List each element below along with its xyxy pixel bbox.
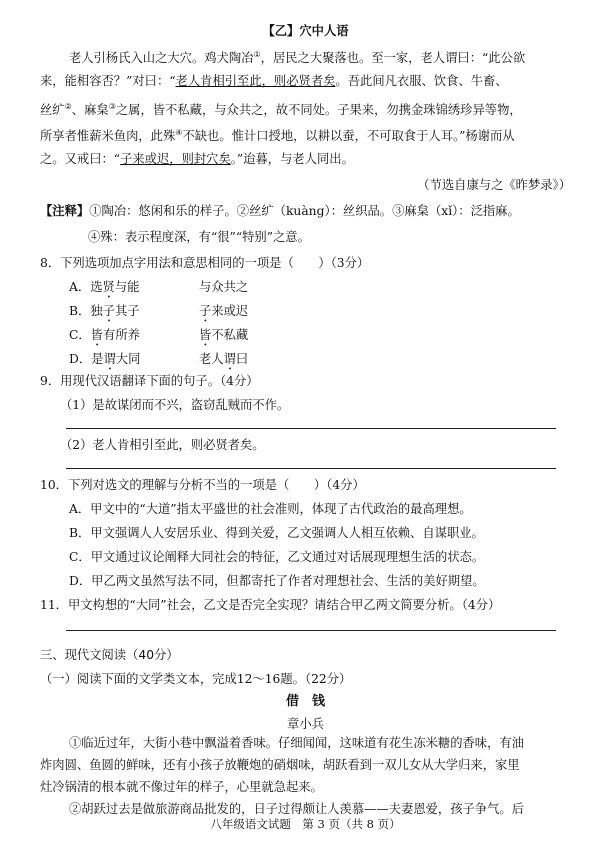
story-p1-line-3: 灶冷锅清的根本就不像过年的样子，心里就急起来。 <box>40 780 323 794</box>
text-span: 老人引杨氏入山之大穴。鸡犬陶冶 <box>69 51 254 66</box>
notes-line-1 <box>40 202 520 220</box>
phrase-part: 来或迟 <box>211 304 249 318</box>
emphasized-char: 谓 <box>223 352 236 366</box>
phrase-part: 选 <box>90 280 103 294</box>
text-span: 之。又戒曰：“ <box>40 152 121 166</box>
option-label: D． <box>69 352 92 366</box>
underlined-sentence-1: 老人肯相引至此，则必贤者矣 <box>175 74 336 88</box>
story-author: 章小兵 <box>287 717 324 731</box>
option-left-phrase <box>91 352 140 366</box>
text-span: 不缺也。惟计口授地，以耕以蚕，不可取食于人耳。”杨谢而从 <box>182 129 515 144</box>
emphasized-char: 皆 <box>90 328 104 342</box>
text-span: 所享者惟薪米鱼肉，此殊 <box>40 129 176 144</box>
answer-line-11[interactable] <box>66 630 556 631</box>
phrase-part: 是 <box>91 352 104 366</box>
question-9-stem: 9．用现代汉语翻译下面的句子。（4分） <box>40 374 259 388</box>
title-text: 穴中人语 <box>299 24 349 38</box>
phrase-part: 众共之 <box>211 280 249 294</box>
option-label: A． <box>69 280 91 294</box>
question-10-option-b: B．甲文强调人人安居乐业、得到关爱，乙文强调人人相互依赖、自谋职业。 <box>69 526 484 540</box>
emphasized-char: 皆 <box>199 328 212 342</box>
text-span: 之属，皆不私藏，与众共之，故不同处。子果来，勿携金珠锦绣珍异等物， <box>115 103 522 118</box>
phrase-part: 与 <box>199 280 212 294</box>
option-label: C． <box>69 328 91 342</box>
answer-line-9-1[interactable] <box>66 428 556 429</box>
passage-line-4 <box>40 124 515 145</box>
option-left-phrase <box>90 280 139 294</box>
phrase-part: 有所养 <box>103 328 140 342</box>
question-10-option-c: C．甲文通过议论阐释大同社会的特征，乙文通过对话展现理想生活的状态。 <box>69 550 485 564</box>
question-8-option-a <box>69 278 249 301</box>
answer-line-9-2[interactable] <box>66 468 556 469</box>
story-p2-line-1: ②胡跃过去是做旅游商品批发的，日子过得颇让人羡慕——夫妻恩爱，孩子争气。后 <box>69 802 524 816</box>
question-9-sentence-1: （1）是故谋闭而不兴，盗窃乱贼而不作。 <box>60 398 290 412</box>
section-3-title: 三、现代文阅读（40分） <box>40 648 179 662</box>
text-span: 来，能相容否？”对曰：“ <box>40 74 176 88</box>
notes-line-2: ④殊：表示程度深，有“很”“特别”之意。 <box>88 230 310 244</box>
note-ref-1: ① <box>253 50 261 59</box>
passage-line-3 <box>40 98 522 119</box>
note-ref-4: ④ <box>175 128 183 137</box>
question-10-stem <box>40 476 365 494</box>
notes-text: ①陶冶：悠闲和乐的样子。②丝纩（kuàng）：丝织品。③麻枲（xǐ）：泛指麻。 <box>89 204 520 218</box>
phrase-part: 老人 <box>199 352 224 366</box>
question-8-stem: 8．下列选项加点字用法和意思相同的一项是（ ）（3分） <box>40 256 370 270</box>
text-span: 丝纩 <box>40 103 65 118</box>
question-10-option-a: A．甲文中的“大道”指太平盛世的社会准则，体现了古代政治的最高理想。 <box>69 502 472 516</box>
passage-line-5 <box>40 150 354 168</box>
question-8-option-c <box>69 326 249 349</box>
option-right-phrase <box>199 350 248 373</box>
phrase-part: 与能 <box>114 280 140 294</box>
passage-source: （节选自康与之《昨梦录》） <box>417 178 571 192</box>
text-span: 。吾此间凡衣服、饮食、牛畜、 <box>335 74 508 88</box>
phrase-part: 大同 <box>115 352 141 366</box>
question-8-option-d <box>69 350 249 373</box>
phrase-part: 其子 <box>114 304 140 318</box>
option-label: B． <box>69 304 91 318</box>
text-span: 。”迨暮，与老人同出。 <box>230 152 354 166</box>
question-9-sentence-2: （2）老人肯相引至此，则必贤者矣。 <box>60 438 265 452</box>
option-left-phrase <box>91 328 140 342</box>
option-right-phrase <box>199 326 248 349</box>
passage-title <box>0 22 611 40</box>
section-3-subtitle: （一）阅读下面的文学类文本，完成12～16题。（22分） <box>40 672 352 686</box>
passage-line-2 <box>40 72 508 90</box>
option-left-phrase <box>90 304 139 318</box>
phrase-part: 不私藏 <box>211 328 249 342</box>
passage-line-1 <box>69 46 525 67</box>
title-bracket: 【乙】 <box>262 24 300 38</box>
underlined-sentence-2: 子来或迟，则封穴矣 <box>120 152 231 166</box>
question-10-option-d: D．甲乙两文虽然写法不同，但都寄托了作者对理想社会、生活的美好期望。 <box>69 574 485 588</box>
emphasized-char: 子 <box>102 304 115 318</box>
option-right-phrase <box>199 278 248 301</box>
emphasized-char: 子 <box>199 304 212 318</box>
question-11-stem: 11．甲文构想的“大同”社会，乙文是否完全实现？请结合甲乙两文简要分析。（4分） <box>40 598 501 612</box>
story-title: 借 钱 <box>285 694 325 709</box>
phrase-part: 曰 <box>235 352 249 366</box>
text-span: ，居民之大聚落也。至一家，老人谓曰：“此公欲 <box>260 51 526 66</box>
emphasized-char: 贤 <box>102 280 115 294</box>
text-span: 、麻枲 <box>71 103 109 118</box>
emphasized-char: 谓 <box>103 352 116 366</box>
page-footer: 八年级语文试题 第 3 页（共 8 页） <box>210 817 401 831</box>
question-10-text: 10．下列对选文的理解与分析不当的一项是（ ）（4分） <box>40 478 365 492</box>
note-ref-3: ③ <box>108 102 116 111</box>
notes-label: 【注释】 <box>40 204 90 218</box>
phrase-part: 独 <box>90 304 103 318</box>
story-p1-line-1: ①临近过年，大街小巷中飘溢着香味。仔细闻闻，这味道有花生冻米糖的香味，有油 <box>69 736 524 750</box>
note-ref-2: ② <box>64 102 72 111</box>
story-p1-line-2: 炸肉圆、鱼圆的鲜味，还有小孩子放鞭炮的硝烟味，胡跃看到一双儿女从大学归来，家里 <box>40 758 520 772</box>
question-8-option-b <box>69 302 249 325</box>
option-right-phrase <box>199 302 248 325</box>
